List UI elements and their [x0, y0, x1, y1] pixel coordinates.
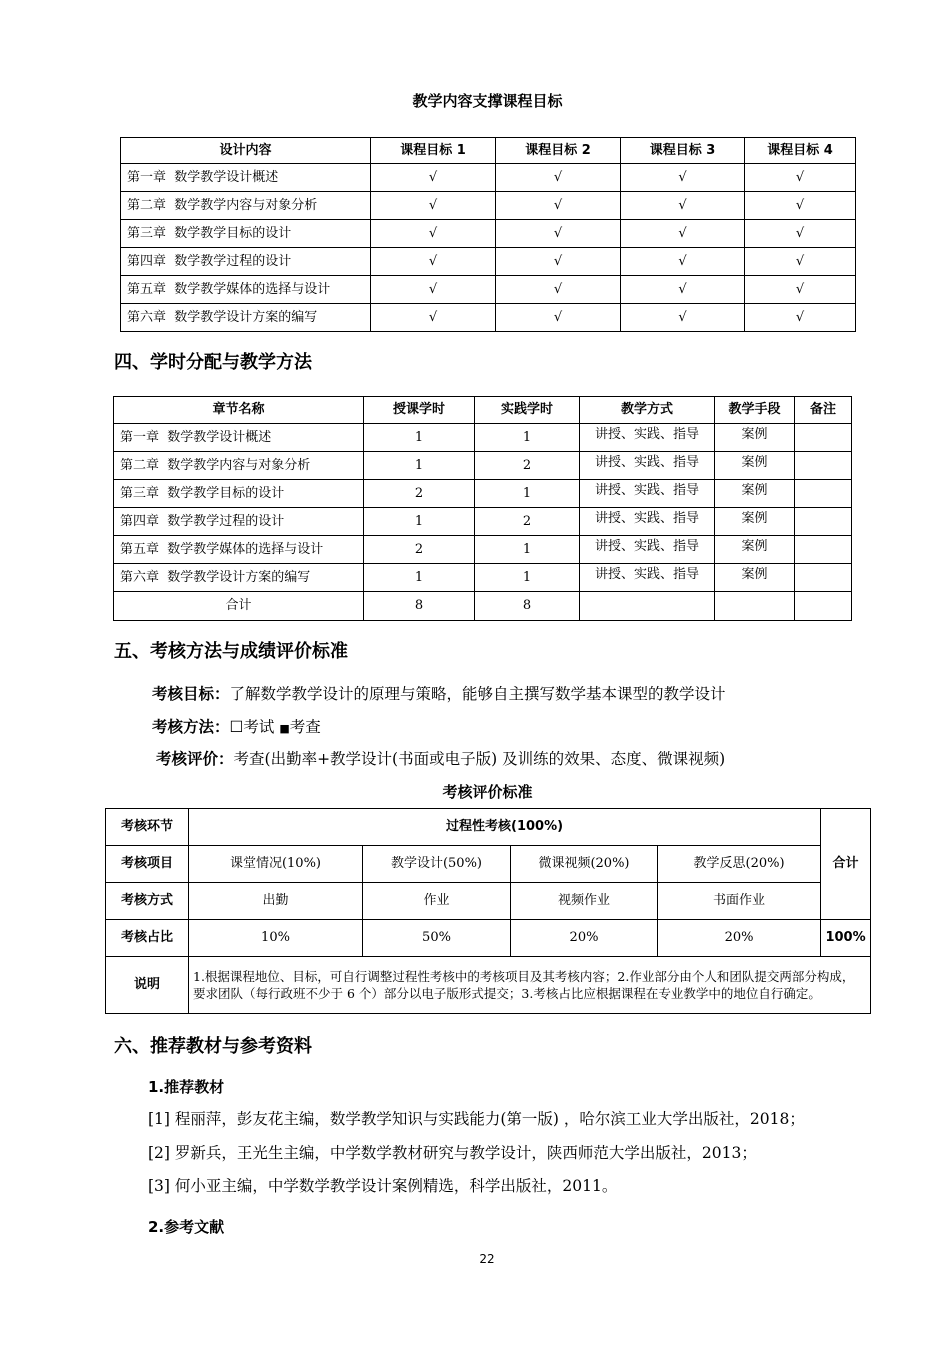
check-option-label: 考查 — [289, 718, 321, 736]
assessment-item-cell: 教学反思(20%) — [658, 846, 821, 883]
assessment-item-cell: 教学设计(50%) — [363, 846, 511, 883]
section-5-heading: 五、考核方法与成绩评价标准 — [114, 641, 348, 662]
assessment-method-label: 考核方法： — [152, 718, 230, 736]
table-row — [106, 809, 871, 846]
assessment-goal-text: 了解数学教学设计的原理与策略，能够自主撰写数学基本课型的教学设计 — [229, 685, 726, 703]
table-row — [121, 276, 856, 304]
share-cell: 20% — [511, 920, 658, 957]
total-lecture-hours: 8 — [364, 592, 475, 621]
remark-cell — [795, 480, 852, 508]
goal-check-cell: √ — [745, 248, 856, 276]
references-heading: 2.参考文献 — [148, 1218, 225, 1236]
goal-check-cell: √ — [745, 304, 856, 332]
table-row — [121, 304, 856, 332]
column-header: 备注 — [795, 397, 852, 424]
table-row — [114, 424, 852, 452]
evaluation-standard-table — [105, 808, 871, 1014]
share-cell: 20% — [658, 920, 821, 957]
lecture-hours-cell: 1 — [364, 424, 475, 452]
lecture-hours-cell: 2 — [364, 536, 475, 564]
remark-cell — [795, 452, 852, 480]
assessment-method-cell: 出勤 — [189, 883, 363, 920]
table-row — [121, 192, 856, 220]
remark-cell — [795, 564, 852, 592]
row-label: 考核环节 — [106, 809, 189, 846]
chapter-cell: 第四章 数学教学过程的设计 — [121, 248, 371, 276]
teaching-means-cell: 案例 — [715, 452, 795, 480]
teaching-method-cell: 讲授、实践、指导 — [580, 564, 715, 592]
empty-cell — [795, 592, 852, 621]
chapter-cell: 第五章 数学教学媒体的选择与设计 — [114, 536, 364, 564]
row-label: 考核项目 — [106, 846, 189, 883]
column-header: 教学手段 — [715, 397, 795, 424]
lecture-hours-cell: 1 — [364, 452, 475, 480]
goal-check-cell: √ — [371, 192, 496, 220]
assessment-goal-line — [152, 683, 872, 705]
goal-check-cell: √ — [496, 164, 621, 192]
assessment-item-cell: 微课视频(20%) — [511, 846, 658, 883]
goal-check-cell: √ — [621, 248, 745, 276]
total-practice-hours: 8 — [475, 592, 580, 621]
note-cell: 1.根据课程地位、目标，可自行调整过程性考核中的考核项目及其考核内容；2.作业部分由个人和团队提交两部分构成，要求团队（每行政班不少于 6 个）部分以电子版形式提交；3.考核占比应根据课程在专业教学中的地位自行确定。 — [189, 957, 871, 1014]
row-label: 考核占比 — [106, 920, 189, 957]
assessment-evaluation-label: 考核评价： — [156, 750, 234, 768]
goal-check-cell: √ — [621, 220, 745, 248]
chapter-cell: 第六章 数学教学设计方案的编写 — [121, 304, 371, 332]
goal-check-cell: √ — [496, 304, 621, 332]
goal-check-cell: √ — [496, 248, 621, 276]
practice-hours-cell: 1 — [475, 536, 580, 564]
chapter-cell: 第六章 数学教学设计方案的编写 — [114, 564, 364, 592]
practice-hours-cell: 1 — [475, 424, 580, 452]
lecture-hours-cell: 1 — [364, 564, 475, 592]
goal-check-cell: √ — [371, 304, 496, 332]
hours-table — [113, 396, 852, 621]
table-row — [114, 564, 852, 592]
teaching-means-cell: 案例 — [715, 424, 795, 452]
table-row — [114, 508, 852, 536]
table-row — [121, 220, 856, 248]
total-label: 合计 — [821, 809, 871, 920]
share-cell: 50% — [363, 920, 511, 957]
textbook-item: [1] 程丽萍，彭友花主编，数学教学知识与实践能力(第一版) ，哈尔滨工业大学出版社，2018； — [148, 1110, 805, 1128]
chapter-cell: 第一章 数学教学设计概述 — [114, 424, 364, 452]
total-share-cell: 100% — [821, 920, 871, 957]
goal-check-cell: √ — [621, 276, 745, 304]
column-header: 课程目标 1 — [371, 138, 496, 164]
table-row — [106, 957, 871, 1014]
goal-check-cell: √ — [745, 220, 856, 248]
table-row — [114, 536, 852, 564]
teaching-method-cell: 讲授、实践、指导 — [580, 480, 715, 508]
table-row — [106, 920, 871, 957]
column-header: 章节名称 — [114, 397, 364, 424]
column-header: 设计内容 — [121, 138, 371, 164]
remark-cell — [795, 508, 852, 536]
row-label: 考核方式 — [106, 883, 189, 920]
share-cell: 10% — [189, 920, 363, 957]
total-label: 合计 — [114, 592, 364, 621]
table-row — [121, 248, 856, 276]
teaching-method-cell: 讲授、实践、指导 — [580, 536, 715, 564]
goal-check-cell: √ — [621, 192, 745, 220]
column-header: 授课学时 — [364, 397, 475, 424]
chapter-cell: 第五章 数学教学媒体的选择与设计 — [121, 276, 371, 304]
teaching-means-cell: 案例 — [715, 564, 795, 592]
teaching-means-cell: 案例 — [715, 480, 795, 508]
page-number: 22 — [479, 1252, 495, 1266]
support-table — [120, 137, 856, 332]
textbook-item: [3] 何小亚主编，中学数学教学设计案例精选，科学出版社，2011。 — [148, 1177, 618, 1195]
practice-hours-cell: 2 — [475, 508, 580, 536]
goal-check-cell: √ — [496, 276, 621, 304]
table-header-row — [121, 138, 856, 164]
practice-hours-cell: 1 — [475, 480, 580, 508]
goal-check-cell: √ — [371, 276, 496, 304]
chapter-cell: 第三章 数学教学目标的设计 — [121, 220, 371, 248]
teaching-method-cell: 讲授、实践、指导 — [580, 452, 715, 480]
assessment-evaluation-line — [156, 748, 872, 770]
row-label: 说明 — [106, 957, 189, 1014]
chapter-cell: 第二章 数学教学内容与对象分析 — [114, 452, 364, 480]
chapter-cell: 第四章 数学教学过程的设计 — [114, 508, 364, 536]
goal-check-cell: √ — [371, 248, 496, 276]
empty-cell — [580, 592, 715, 621]
textbooks-heading: 1.推荐教材 — [148, 1078, 225, 1096]
empty-cell — [715, 592, 795, 621]
column-header: 教学方式 — [580, 397, 715, 424]
column-header: 课程目标 2 — [496, 138, 621, 164]
goal-check-cell: √ — [371, 164, 496, 192]
standard-table-title: 考核评价标准 — [442, 783, 533, 801]
exam-option-label: 考试 — [243, 718, 275, 736]
practice-hours-cell: 2 — [475, 452, 580, 480]
assessment-method-cell: 视频作业 — [511, 883, 658, 920]
lecture-hours-cell: 2 — [364, 480, 475, 508]
table-header-row — [114, 397, 852, 424]
column-header: 课程目标 4 — [745, 138, 856, 164]
goal-check-cell: √ — [745, 276, 856, 304]
teaching-means-cell: 案例 — [715, 508, 795, 536]
teaching-method-cell: 讲授、实践、指导 — [580, 424, 715, 452]
goal-check-cell: √ — [745, 192, 856, 220]
column-header: 实践学时 — [475, 397, 580, 424]
table-row — [106, 846, 871, 883]
section-6-heading: 六、推荐教材与参考资料 — [114, 1036, 312, 1057]
table-row — [121, 164, 856, 192]
practice-hours-cell: 1 — [475, 564, 580, 592]
section-4-heading: 四、学时分配与教学方法 — [114, 352, 312, 373]
goal-check-cell: √ — [371, 220, 496, 248]
goal-check-cell: √ — [621, 164, 745, 192]
exam-checkbox-icon: ☐ — [229, 718, 244, 736]
assessment-goal-label: 考核目标： — [152, 685, 230, 703]
goal-check-cell: √ — [496, 192, 621, 220]
check-checkbox-icon: ■ — [279, 722, 290, 735]
assessment-method-cell: 作业 — [363, 883, 511, 920]
table-row — [114, 452, 852, 480]
goal-check-cell: √ — [621, 304, 745, 332]
remark-cell — [795, 424, 852, 452]
support-table-title: 教学内容支撑课程目标 — [412, 92, 563, 110]
goal-check-cell: √ — [496, 220, 621, 248]
assessment-method-line — [152, 716, 872, 740]
table-row — [106, 883, 871, 920]
chapter-cell: 第一章 数学教学设计概述 — [121, 164, 371, 192]
chapter-cell: 第三章 数学教学目标的设计 — [114, 480, 364, 508]
table-row — [114, 480, 852, 508]
assessment-item-cell: 课堂情况(10%) — [189, 846, 363, 883]
column-header: 课程目标 3 — [621, 138, 745, 164]
goal-check-cell: √ — [745, 164, 856, 192]
assessment-evaluation-text: 考查(出勤率+教学设计(书面或电子版) 及训练的效果、态度、微课视频) — [233, 750, 726, 768]
chapter-cell: 第二章 数学教学内容与对象分析 — [121, 192, 371, 220]
remark-cell — [795, 536, 852, 564]
assessment-method-cell: 书面作业 — [658, 883, 821, 920]
total-row — [114, 592, 852, 621]
process-assessment-cell: 过程性考核(100%) — [189, 809, 821, 846]
teaching-method-cell: 讲授、实践、指导 — [580, 508, 715, 536]
lecture-hours-cell: 1 — [364, 508, 475, 536]
textbook-item: [2] 罗新兵，王光生主编，中学数学教材研究与教学设计，陕西师范大学出版社，2013； — [148, 1144, 757, 1162]
teaching-means-cell: 案例 — [715, 536, 795, 564]
